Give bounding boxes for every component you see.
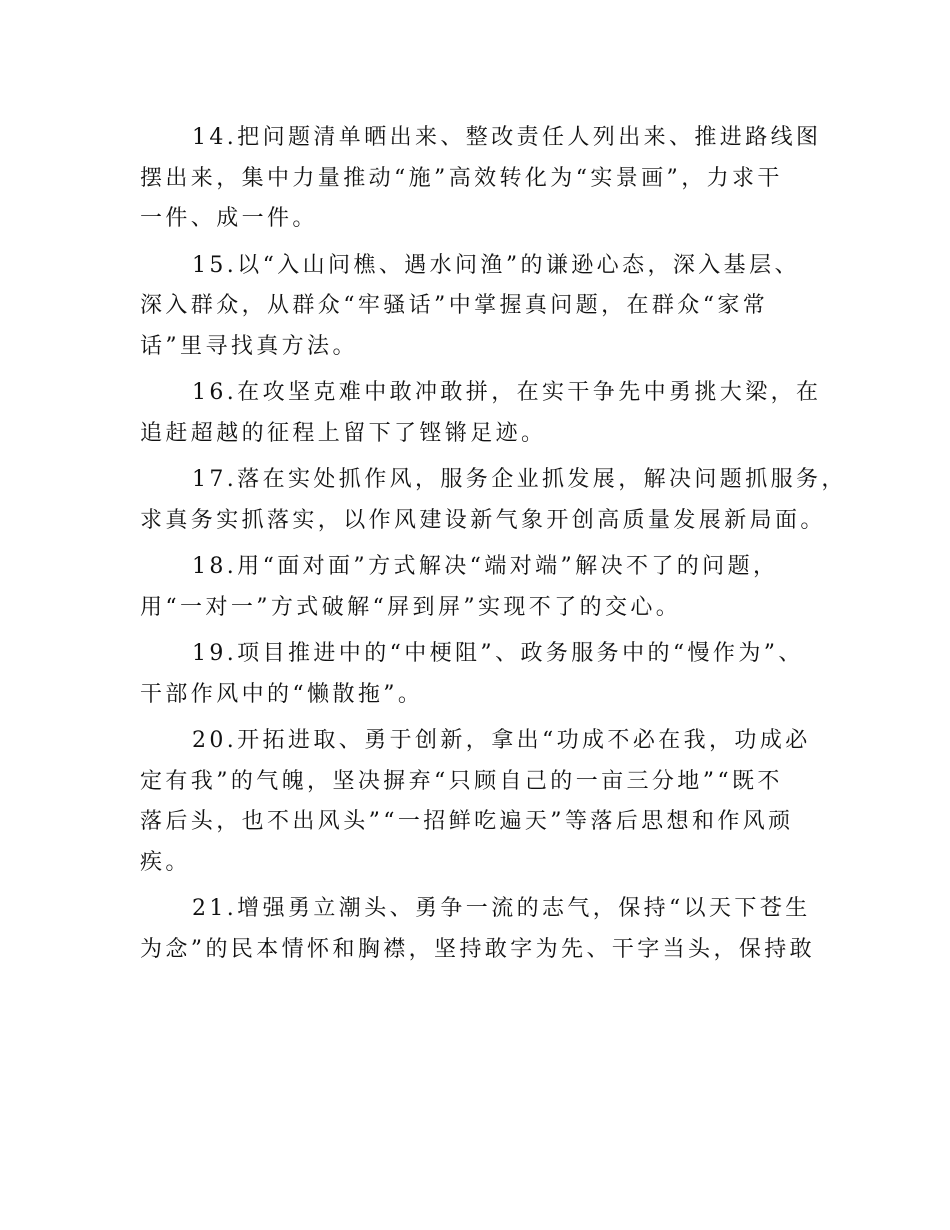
paragraph-line: 21.增强勇立潮头、勇争一流的志气，保持“以天下苍生	[192, 896, 811, 921]
paragraph-line: 为念”的民本情怀和胸襟，坚持敢字为先、干字当头，保持敢	[140, 936, 816, 962]
paragraph-line: 19.项目推进中的“中梗阻”、政务服务中的“慢作为”、	[192, 641, 804, 666]
paragraph-17	[140, 460, 847, 541]
paragraph-line: 疾。	[140, 849, 191, 875]
paragraph-line: 用“一对一”方式破解“屏到屏”实现不了的交心。	[140, 594, 682, 620]
paragraph-line: 定有我”的气魄，坚决摒弃“只顾自己的一亩三分地”“既不	[140, 768, 783, 794]
paragraph-line: 摆出来，集中力量推动“施”高效转化为“实景画”，力求干	[140, 165, 783, 191]
paragraph-18	[140, 547, 830, 628]
document-body	[140, 118, 847, 976]
paragraph-line: 17.落在实处抓作风，服务企业抓发展，解决问题抓服务，	[192, 467, 847, 492]
paragraph-21	[140, 889, 830, 970]
paragraph-line: 深入群众，从群众“牢骚话”中掌握真问题，在群众“家常	[140, 293, 769, 318]
paragraph-line: 话”里寻找真方法。	[140, 333, 358, 359]
paragraph-16	[140, 373, 830, 454]
paragraph-20	[140, 721, 830, 883]
paragraph-line: 追赶超越的征程上留下了铿锵足迹。	[140, 420, 547, 446]
paragraph-15	[140, 246, 830, 368]
paragraph-line: 落后头，也不出风头”“一招鲜吃遍天”等落后思想和作风顽	[140, 809, 794, 834]
paragraph-line: 14.把问题清单晒出来、整改责任人列出来、推进路线图	[192, 125, 822, 150]
paragraph-line: 16.在攻坚克难中敢冲敢拼，在实干争先中勇挑大梁，在	[192, 380, 822, 405]
paragraph-line: 求真务实抓落实，以作风建设新气象开创高质量发展新局面。	[140, 507, 826, 533]
paragraph-line: 一件、成一件。	[140, 206, 318, 231]
paragraph-line: 15.以“入山问樵、遇水问渔”的谦逊心态，深入基层、	[192, 252, 800, 278]
paragraph-line: 干部作风中的“懒散拖”。	[140, 681, 424, 707]
paragraph-line: 20.开拓进取、勇于创新，拿出“功成不必在我，功成必	[192, 728, 811, 753]
paragraph-19	[140, 634, 830, 715]
paragraph-line: 18.用“面对面”方式解决“端对端”解决不了的问题，	[192, 554, 779, 579]
paragraph-14	[140, 118, 830, 240]
